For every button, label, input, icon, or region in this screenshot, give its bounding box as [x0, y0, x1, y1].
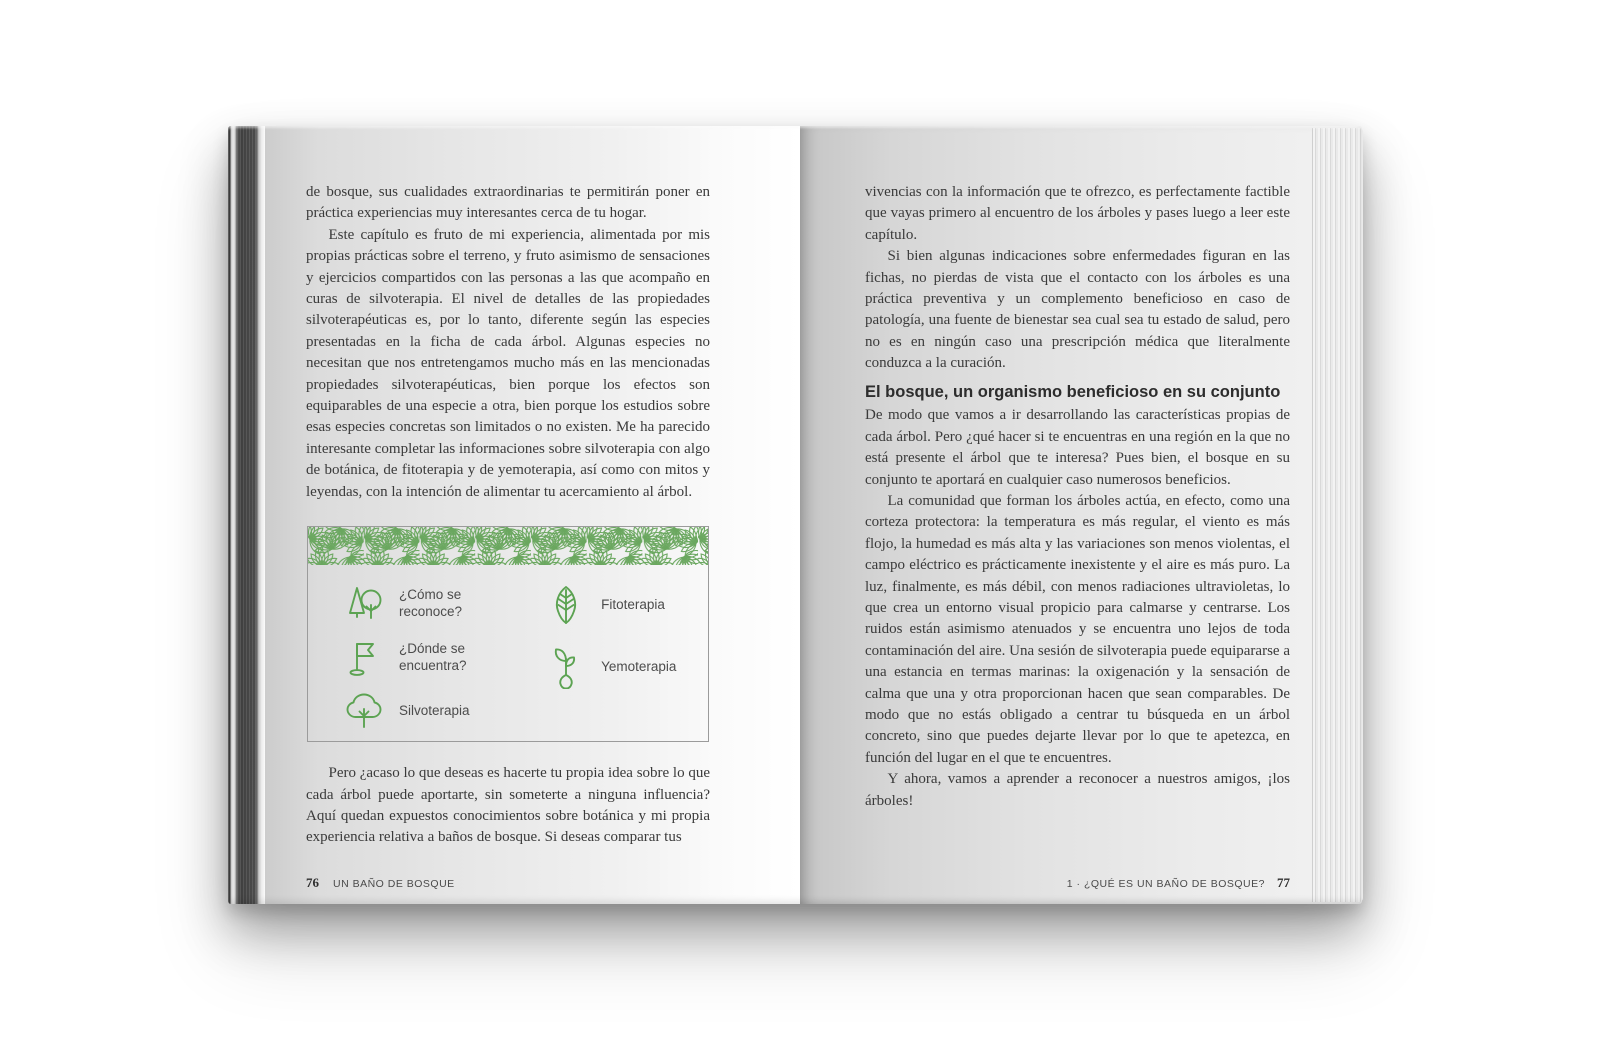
paragraph: de bosque, sus cualidades extraordinarias te permitirán poner en práctica experiencias muy interesantes cerca de tu hogar.	[306, 184, 710, 222]
left-page-text-column	[306, 182, 710, 849]
legend-item	[342, 635, 504, 679]
sprout-icon	[544, 645, 588, 689]
legend-item	[342, 581, 504, 625]
right-page-footer	[1067, 875, 1290, 891]
left-page-footer	[306, 875, 455, 891]
legend-label: Fitoterapia	[601, 597, 665, 613]
right-page-text-column	[865, 182, 1290, 812]
tree-cloud-icon	[342, 689, 386, 733]
legend-item	[342, 689, 504, 733]
trees-icon	[342, 581, 386, 625]
section-heading: El bosque, un organismo beneficioso en su conjunto	[865, 382, 1281, 401]
legend-item	[544, 645, 708, 689]
legend-label: ¿Dónde se encuentra?	[399, 640, 467, 674]
paragraph: Este capítulo es fruto de mi experiencia, alimentada por mis propias prácticas sobre el terreno, y fruto asimismo de sensaciones y ejercicios compartidos con las personas a las que acompaño en curas de silvoterapia. El nivel de detalles de las propiedades silvoterapéuticas es, por lo tanto, diferente según las especies presentadas en la ficha de cada árbol. Algunas especies no necesitan que nos entretengamos mucho más en las mencionadas propiedades silvoterapéuticas, bien porque los efectos son equiparables de una especie a otra, bien porque los estudios sobre esas especies concretas son limitados o no existen. Me ha parecido interesante completar las informaciones sobre silvoterapia con algo de botánica, de fitoterapia y de yemoterapia, así como con mitos y leyendas, con la intención de alimentar tu acercamiento al árbol.	[306, 226, 710, 500]
paragraph: vivencias con la información que te ofrezco, es perfectamente factible que vayas primero al encuentro de los árboles y pases luego a leer este capítulo.	[865, 184, 1290, 243]
leaf-icon	[544, 583, 588, 627]
paragraph: Si bien algunas indicaciones sobre enfermedades figuran en las fichas, no pierdas de vista que el contacto con los árboles es una práctica preventiva y un complemento beneficioso en caso de patología, una fuente de bienestar sea cual sea tu estado de salud, pero no es en ningún caso una prescripción médica que literalmente conduzca a la curación.	[865, 248, 1290, 372]
legend-grid	[308, 565, 708, 741]
page-fore-edge	[1312, 128, 1363, 902]
page-number: 76	[306, 875, 319, 890]
legend-label: Silvoterapia	[399, 703, 470, 719]
legend-box	[307, 526, 709, 742]
paragraph: Pero ¿acaso lo que deseas es hacerte tu propia idea sobre lo que cada árbol puede aportarte, sin someterte a ninguna influencia? Aquí quedan expuestos conocimientos sobre botánica y mi propia experiencia relativa a baños de bosque. Si deseas comparar tus	[306, 765, 711, 846]
running-title: 1 · ¿QUÉ ES UN BAÑO DE BOSQUE?	[1066, 878, 1265, 890]
legend-item	[544, 583, 708, 627]
flag-icon	[342, 635, 386, 679]
book-spine-edge	[228, 126, 265, 904]
open-book	[228, 126, 1362, 904]
legend-label: Yemoterapia	[601, 659, 677, 675]
legend-label: ¿Cómo se reconoce?	[399, 586, 463, 620]
paragraph: La comunidad que forman los árboles actúa, en efecto, como una corteza protectora: la temperatura es más regular, el viento es más flojo, la humedad es más alta y las variaciones son menos violentas, el campo eléctrico es prácticamente inexistente y el aire es más puro. La luz, finalmente, es más débil, con menos radiaciones ultravioletas, lo que crea un entorno visual propicio para calmarse y centrarse. Los ruidos están asimismo atenuados y se encuentra uno lejos de toda contaminación del aire. Una sesión de silvoterapia puede equipararse a una estancia en termas marinas: la oxigenación y la sensación de calma que una y otra proporcionan hacen que sean comparables. De modo que no estás obligado a centrar tu búsqueda en un árbol concreto, sino que puedes dejarte llevar por lo que te apetezca, en función del lugar en el que te encuentres.	[865, 492, 1290, 766]
leaf-pattern-band	[308, 527, 708, 565]
paragraph: De modo que vamos a ir desarrollando las características propias de cada árbol. Pero ¿qué hacer si te encuentras en una región en la que no está presente el árbol que te interesa? Pues bien, el bosque en su conjunto te aportará en cualquier caso numerosos beneficios.	[865, 407, 1290, 488]
running-title: UN BAÑO DE BOSQUE	[333, 878, 455, 890]
right-page	[800, 126, 1312, 904]
left-page	[265, 126, 800, 904]
page-number: 77	[1277, 875, 1290, 890]
paragraph: Y ahora, vamos a aprender a reconocer a nuestros amigos, ¡los árboles!	[865, 771, 1290, 809]
